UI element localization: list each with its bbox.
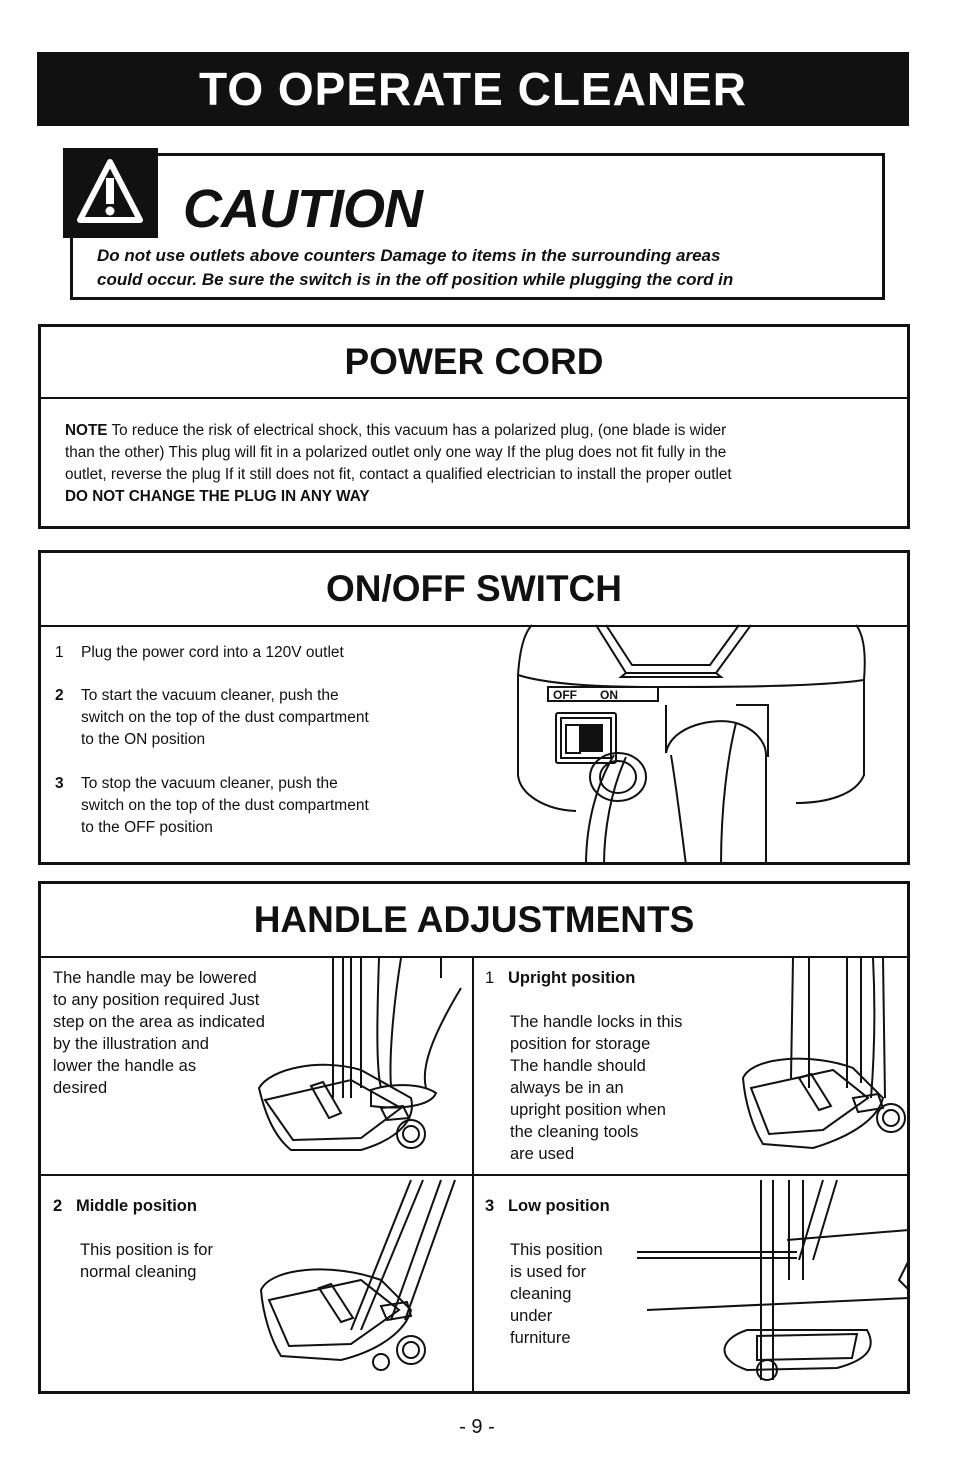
intro-line: to any position required Just	[53, 991, 260, 1009]
onoff-switch-heading: ON/OFF SWITCH	[326, 568, 622, 609]
onoff-switch-section	[38, 550, 910, 865]
upright-line: always be in an	[510, 1079, 624, 1097]
step-text: switch on the top of the dust compartment	[81, 797, 369, 814]
upright-line: upright position when	[510, 1101, 666, 1119]
power-cord-heading: POWER CORD	[344, 341, 604, 382]
intro-line: lower the handle as	[53, 1057, 197, 1075]
middle-position-title: Middle position	[75, 1197, 197, 1215]
divider	[41, 1174, 907, 1176]
handle-adjustments-header	[41, 884, 907, 958]
middle-line: This position is for	[80, 1241, 213, 1259]
switch-label-on: ON	[600, 688, 618, 702]
step-text: To start the vacuum cleaner, push the	[81, 687, 339, 704]
step-number: 2	[53, 1197, 63, 1215]
intro-line: The handle may be lowered	[53, 969, 257, 987]
onoff-switch-header	[41, 553, 907, 627]
handle-adjustments-heading: HANDLE ADJUSTMENTS	[253, 899, 695, 940]
low-line: This position	[510, 1241, 603, 1259]
upright-line: The handle should	[510, 1057, 646, 1075]
page-title: TO OPERATE CLEANER	[199, 63, 747, 115]
upright-line: are used	[510, 1145, 575, 1163]
upright-line: the cleaning tools	[510, 1123, 639, 1141]
step-text: switch on the top of the dust compartment	[81, 709, 369, 726]
vacuum-switch-illustration	[496, 625, 910, 865]
note-label: NOTE	[65, 422, 108, 439]
handle-adjustments-section	[38, 881, 910, 1394]
upright-line: The handle locks in this	[510, 1013, 683, 1031]
caution-text	[97, 244, 867, 292]
foot-pedal-illustration	[251, 958, 471, 1174]
upright-position-block	[485, 967, 682, 1165]
upright-position-title: Upright position	[507, 969, 636, 987]
switch-label-off: OFF	[553, 688, 577, 702]
note-text: To reduce the risk of electrical shock, this vacuum has a polarized plug, (one blade is wider	[107, 422, 727, 439]
note-text: than the other) This plug will fit in a polarized outlet only one way If the plug does not fit fully in the	[65, 444, 727, 461]
caution-heading: CAUTION	[183, 179, 422, 239]
step-number: 3	[55, 775, 64, 792]
note-text: outlet, reverse the plug If it still does not fit, contact a qualified electrician to install the proper outlet	[65, 466, 732, 483]
page-number: - 9 -	[459, 1416, 495, 1438]
caution-line: Do not use outlets above counters Damage to items in the surrounding areas	[97, 246, 721, 265]
middle-position-illustration	[241, 1180, 469, 1394]
step-text: Plug the power cord into a 120V outlet	[81, 644, 344, 661]
low-position-block	[485, 1195, 610, 1349]
low-line: furniture	[510, 1329, 571, 1347]
middle-line: normal cleaning	[80, 1263, 197, 1281]
step-text: to the OFF position	[81, 819, 213, 836]
step-text: to the ON position	[81, 731, 206, 748]
low-line: is used for	[510, 1263, 587, 1281]
intro-line: step on the area as indicated	[53, 1013, 265, 1031]
power-cord-section	[38, 324, 910, 529]
low-position-title: Low position	[507, 1197, 610, 1215]
plug-warning: DO NOT CHANGE THE PLUG IN ANY WAY	[65, 488, 370, 505]
intro-line: desired	[53, 1079, 108, 1097]
upright-line: position for storage	[510, 1035, 651, 1053]
divider	[472, 958, 474, 1394]
low-position-illustration	[637, 1180, 909, 1394]
intro-line: by the illustration and	[53, 1035, 209, 1053]
caution-badge	[63, 148, 158, 238]
caution-line: could occur. Be sure the switch is in the off position while plugging the cord in	[97, 270, 734, 289]
warning-triangle-icon	[77, 158, 143, 224]
power-cord-header	[41, 327, 907, 399]
handle-intro	[53, 967, 265, 1099]
middle-position-block	[53, 1195, 213, 1283]
caution-box	[70, 153, 885, 300]
step-number: 2	[55, 687, 64, 704]
step-number: 1	[485, 969, 495, 987]
power-cord-note	[65, 420, 895, 508]
upright-position-illustration	[713, 958, 909, 1174]
step-number: 1	[55, 644, 64, 661]
step-text: To stop the vacuum cleaner, push the	[81, 775, 338, 792]
step-number: 3	[485, 1197, 495, 1215]
low-line: under	[510, 1307, 553, 1325]
low-line: cleaning	[510, 1285, 572, 1303]
page-title-bar	[37, 52, 909, 126]
